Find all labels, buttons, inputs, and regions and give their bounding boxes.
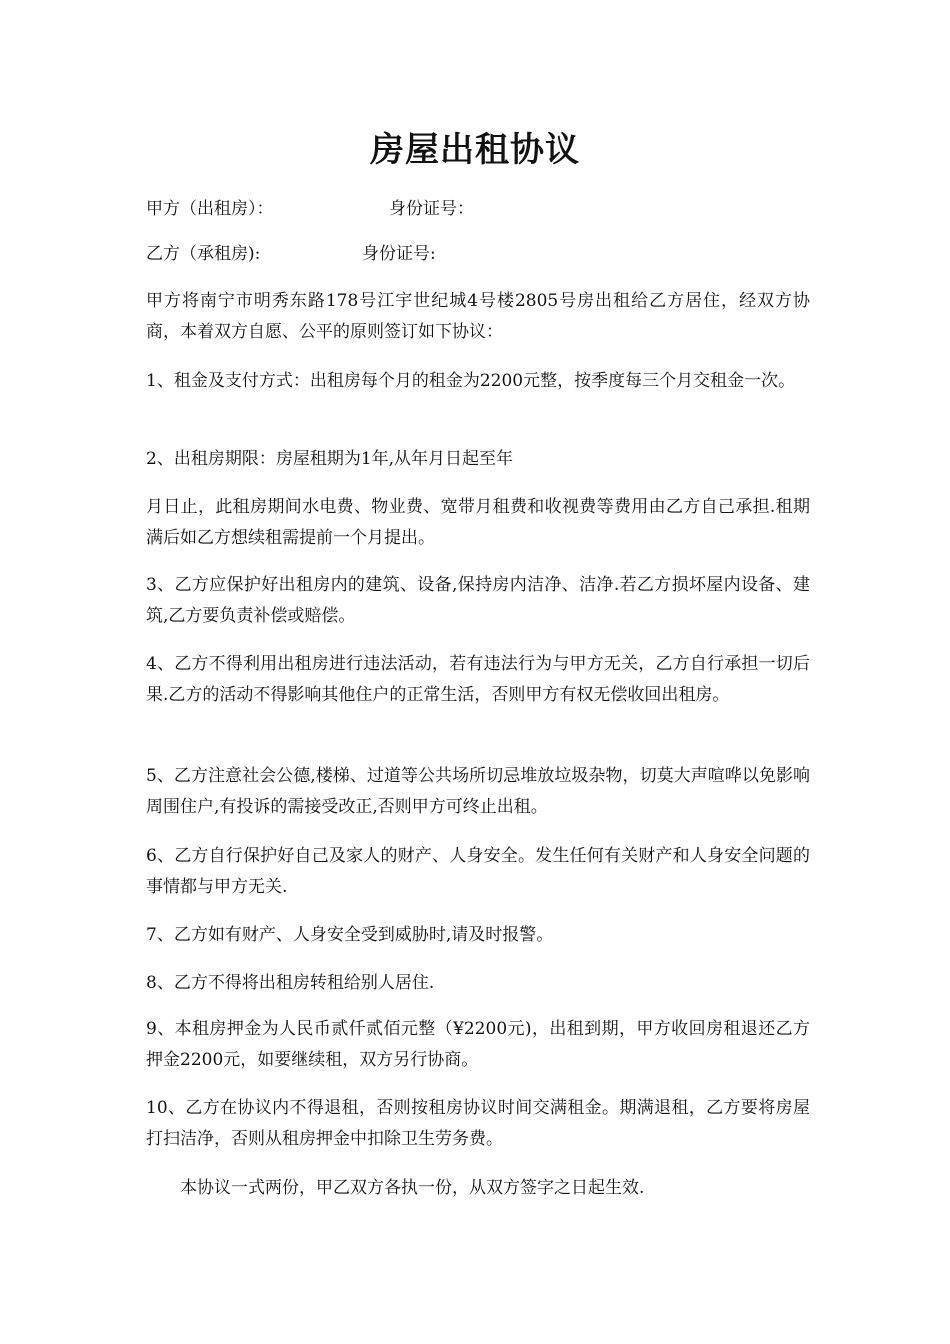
clause-2: 2、出租房期限：房屋租期为1年,从年月日起至年: [146, 449, 514, 469]
clause-1: 1、租金及支付方式：出租房每个月的租金为2200元整，按季度每三个月交租金一次。: [146, 371, 796, 391]
clause-7: 7、乙方如有财产、人身安全受到威胁时,请及时报警。: [146, 925, 554, 945]
party-a-id-label: 身份证号：: [389, 199, 474, 219]
clause-4: 4、乙方不得利用出租房进行违法活动，若有违法行为与甲方无关，乙方自行承担一切后果.乙方的活动不得影响其他住户的正常生活，否则甲方有权无偿收回出租房。: [146, 654, 810, 705]
party-b-label: 乙方（承租房):: [146, 244, 261, 264]
clause-8: 8、乙方不得将出租房转租给别人居住.: [146, 973, 435, 993]
party-b-id-label: 身份证号:: [362, 244, 436, 264]
intro-paragraph: 甲方将南宁市明秀东路178号江宇世纪城4号楼2805号房出租给乙方居住，经双方协商，本着双方自愿、公平的原则签订如下协议：: [146, 291, 810, 342]
clause-9: 9、本租房押金为人民币贰仟贰佰元整（¥2200元)，出租到期，甲方收回房租退还乙方押金2200元，如要继续租，双方另行协商。: [146, 1019, 810, 1070]
clause-10: 10、乙方在协议内不得退租，否则按租房协议时间交满租金。期满退租，乙方要将房屋打扫洁净，否则从租房押金中扣除卫生劳务费。: [146, 1098, 810, 1149]
clause-2-continued: 月日止，此租房期间水电费、物业费、宽带月租费和收视费等费用由乙方自己承担.租期满后如乙方想续租需提前一个月提出。: [146, 497, 810, 548]
party-b-line: [146, 242, 436, 266]
document-title: 房屋出租协议: [370, 130, 580, 170]
party-a-label: 甲方（出租房）：: [146, 199, 274, 219]
clause-6: 6、乙方自行保护好自己及家人的财产、人身安全。发生任何有关财产和人身安全问题的事情都与甲方无关.: [146, 846, 810, 897]
party-a-line: [146, 197, 474, 221]
clause-5: 5、乙方注意社会公德,楼梯、过道等公共场所切忌堆放垃圾杂物，切莫大声喧哗以免影响周围住户,有投诉的需接受改正,否则甲方可终止出租。: [146, 766, 810, 817]
closing-statement: 本协议一式两份，甲乙双方各执一份，从双方签字之日起生效.: [180, 1178, 645, 1198]
clause-3: 3、乙方应保护好出租房内的建筑、设备,保持房内洁净、洁净.若乙方损坏屋内设备、建筑,乙方要负责补偿或赔偿。: [146, 575, 810, 626]
